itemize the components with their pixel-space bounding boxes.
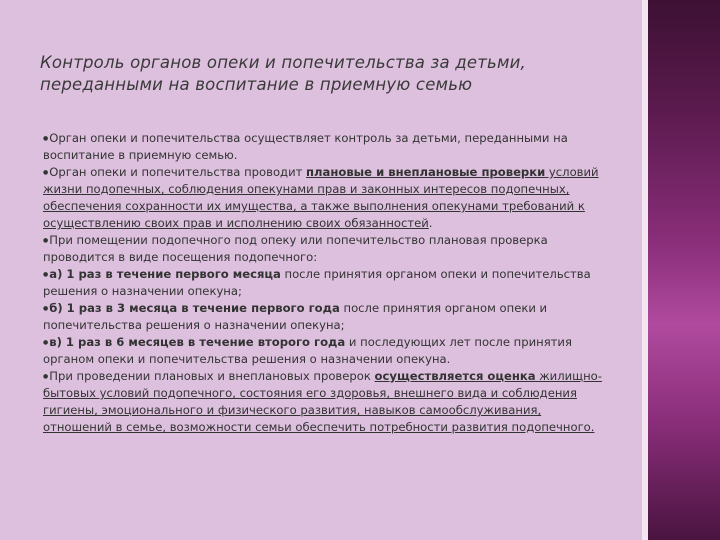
paragraph-4 (43, 266, 603, 300)
paragraph-2-text: Орган опеки и попечительства проводит (49, 165, 307, 179)
bullet-icon: ● (43, 237, 49, 244)
bullet-icon: ● (43, 373, 49, 380)
bullet-icon: ● (43, 339, 49, 346)
decorative-side-band (642, 0, 720, 540)
paragraph-5-emphasis: б) 1 раз в 3 месяца в течение первого года (49, 301, 340, 315)
bullet-icon: ● (43, 271, 49, 278)
paragraph-1 (43, 130, 603, 164)
paragraph-7-text: При проведении плановых и внеплановых проверок (49, 369, 375, 383)
paragraph-2-underlined: условий жизни подопечных, соблюдения опекунами прав и законных интересов подопечных, обеспечения сохранности их имущества, а также выполнения опекунами требований к осуществлению своих прав и исполнению своих обязанностей (43, 165, 599, 230)
paragraph-7 (43, 368, 603, 436)
paragraph-7-underlined: жилищно-бытовых условий подопечного, состояния его здоровья, внешнего вида и соблюдения гигиены, эмоционального и физического развития, навыков самообслуживания, отношений в семье, возможности семьи обеспечить потребности развития подопечного. (43, 369, 602, 434)
slide-title: Контроль органов опеки и попечительства за детьми, переданными на воспитание в приемную семью (40, 53, 526, 94)
paragraph-6 (43, 334, 603, 368)
paragraph-2-end: . (428, 216, 433, 230)
paragraph-5-text: после принятия органом опеки и попечительства решения о назначении опекуна; (43, 301, 548, 332)
paragraph-4-text: после принятия органом опеки и попечительства решения о назначении опекуна; (43, 267, 591, 298)
paragraph-4-emphasis: а) 1 раз в течение первого месяца (49, 267, 281, 281)
bullet-icon: ● (43, 135, 49, 142)
paragraph-2 (43, 164, 603, 232)
paragraph-6-emphasis: в) 1 раз в 6 месяцев в течение второго года (49, 335, 346, 349)
paragraph-3 (43, 232, 603, 266)
slide-body (43, 130, 603, 436)
paragraph-6-text: и последующих лет после принятия органом опеки и попечительства решения о назначении опекуна. (43, 335, 572, 366)
paragraph-1-text: Орган опеки и попечительства осуществляет контроль за детьми, переданными на воспитание в приемную семью. (43, 131, 568, 162)
paragraph-2-emphasis: плановые и внеплановые проверки (306, 165, 546, 179)
paragraph-3-text: При помещении подопечного под опеку или попечительство плановая проверка проводится в виде посещения подопечного: (43, 233, 548, 264)
bullet-icon: ● (43, 305, 49, 312)
bullet-icon: ● (43, 169, 49, 176)
paragraph-7-emphasis: осуществляется оценка (374, 369, 536, 383)
paragraph-5 (43, 300, 603, 334)
